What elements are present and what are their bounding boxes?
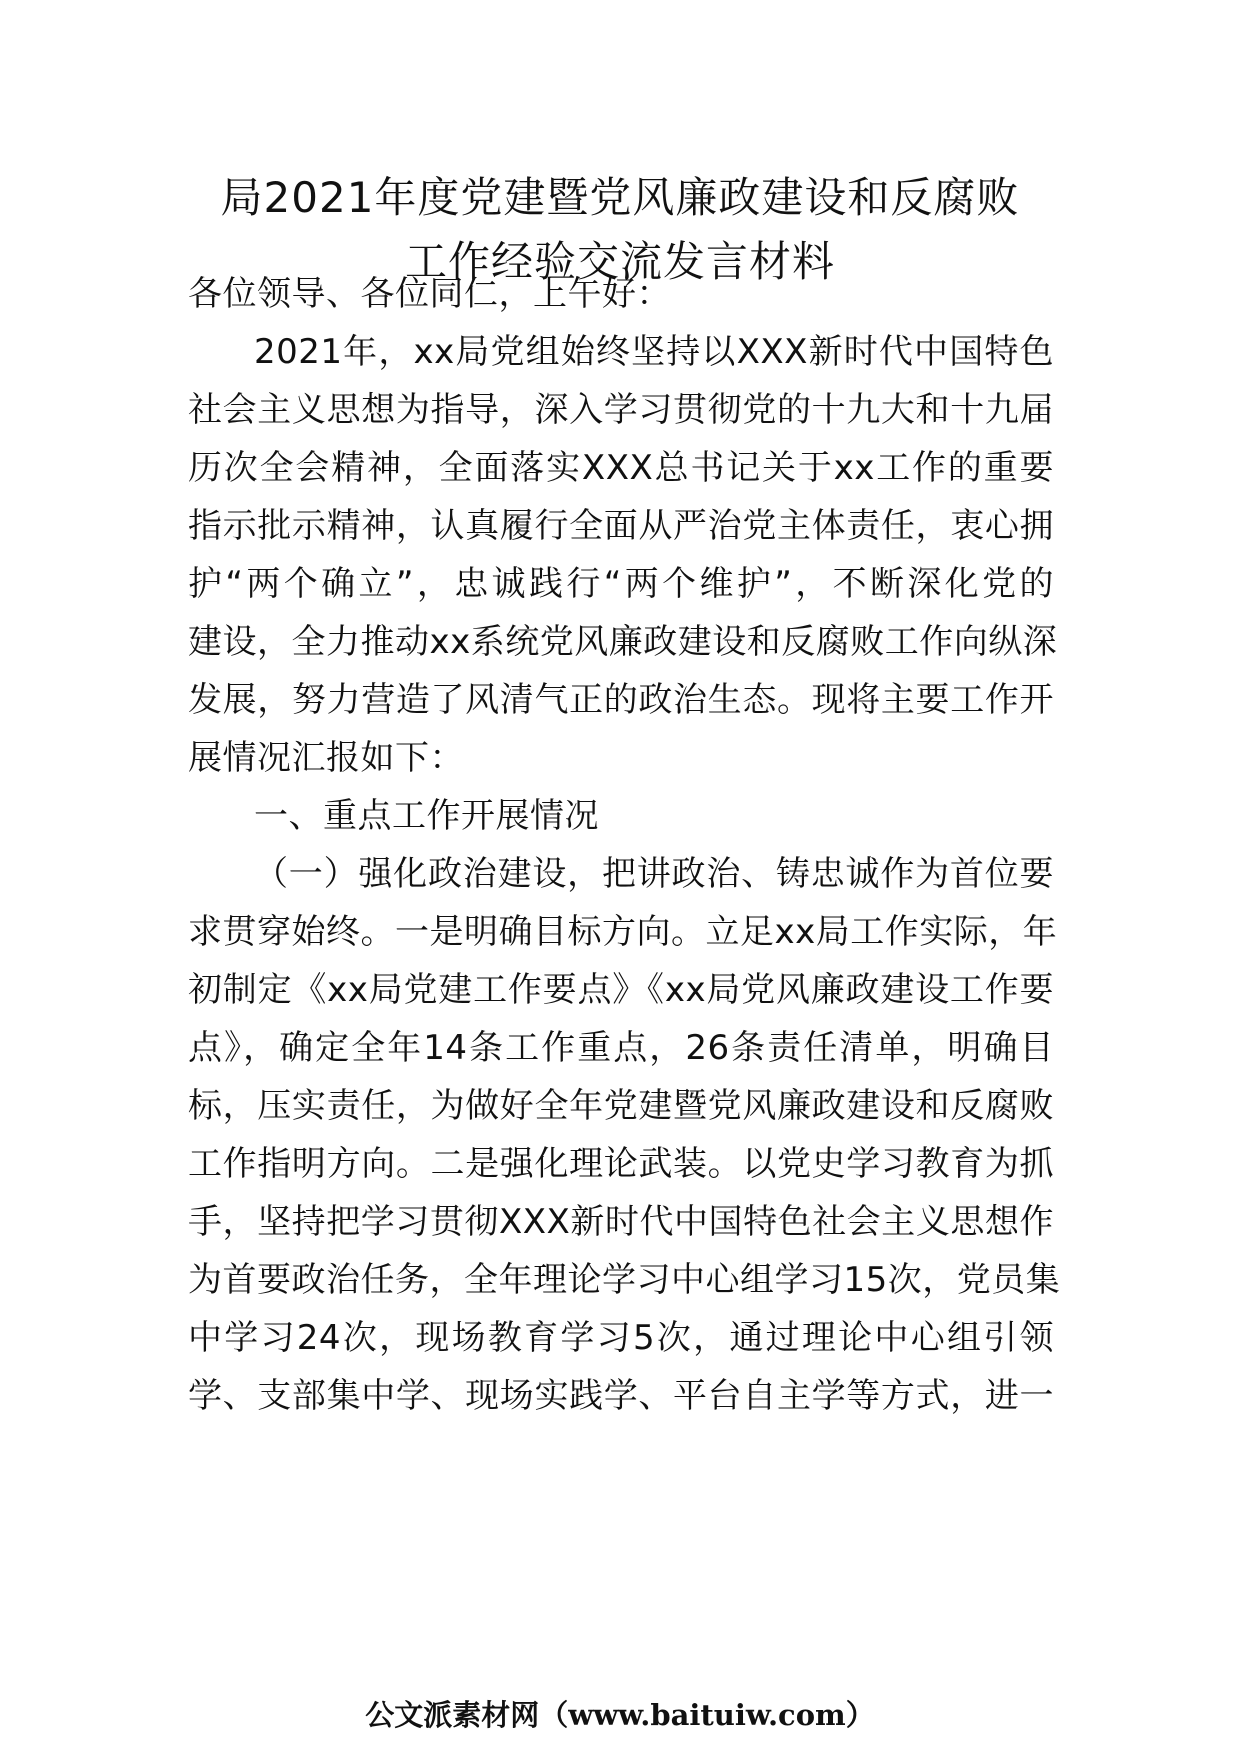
document-title-line-2: 工作经验交流发言材料 <box>404 237 835 286</box>
footer-watermark-text: 公文派素材网（www.baituiw.com） <box>365 1698 875 1732</box>
paragraph-1-line: 历次全会精神，全面落实XXX总书记关于xx工作的重要 <box>188 448 1054 488</box>
document-title-line-1: 局2021年度党建暨党风廉政建设和反腐败 <box>220 173 1020 222</box>
paragraph-2-line: 为首要政治任务，全年理论学习中心组学习15次，党员集 <box>188 1260 1061 1300</box>
paragraph-2-line: 中学习24次，现场教育学习5次，通过理论中心组引领 <box>188 1318 1054 1358</box>
paragraph-1-line: 2021年，xx局党组始终坚持以XXX新时代中国特色 <box>254 332 1054 372</box>
paragraph-1-line: 发展，努力营造了风清气正的政治生态。现将主要工作开 <box>188 680 1054 720</box>
paragraph-1-line: 指示批示精神，认真履行全面从严治党主体责任，衷心拥 <box>188 506 1054 546</box>
paragraph-2-line: （一）强化政治建设，把讲政治、铸忠诚作为首位要 <box>254 854 1054 894</box>
paragraph-2-line: 标，压实责任，为做好全年党建暨党风廉政建设和反腐败 <box>188 1086 1054 1126</box>
paragraph-2-line: 初制定《xx局党建工作要点》《xx局党风廉政建设工作要 <box>188 970 1054 1010</box>
paragraph-1-line: 展情况汇报如下： <box>188 738 464 778</box>
section-heading: 一、重点工作开展情况 <box>254 796 599 836</box>
paragraph-1-line: 建设，全力推动xx系统党风廉政建设和反腐败工作向纵深 <box>188 622 1058 662</box>
paragraph-1-line: 护“两个确立”，忠诚践行“两个维护”，不断深化党的 <box>188 564 1054 604</box>
paragraph-2-line: 学、支部集中学、现场实践学、平台自主学等方式，进一 <box>188 1376 1054 1416</box>
paragraph-2-line: 求贯穿始终。一是明确目标方向。立足xx局工作实际，年 <box>188 912 1058 952</box>
greeting: 各位领导、各位同仁，上午好： <box>188 274 671 314</box>
paragraph-1-line: 社会主义思想为指导，深入学习贯彻党的十九大和十九届 <box>188 390 1054 430</box>
paragraph-2-line: 工作指明方向。二是强化理论武装。以党史学习教育为抓 <box>188 1144 1054 1184</box>
paragraph-2-line: 手，坚持把学习贯彻XXX新时代中国特色社会主义思想作 <box>188 1202 1054 1242</box>
paragraph-2-line: 点》，确定全年14条工作重点，26条责任清单，明确目 <box>188 1028 1054 1068</box>
